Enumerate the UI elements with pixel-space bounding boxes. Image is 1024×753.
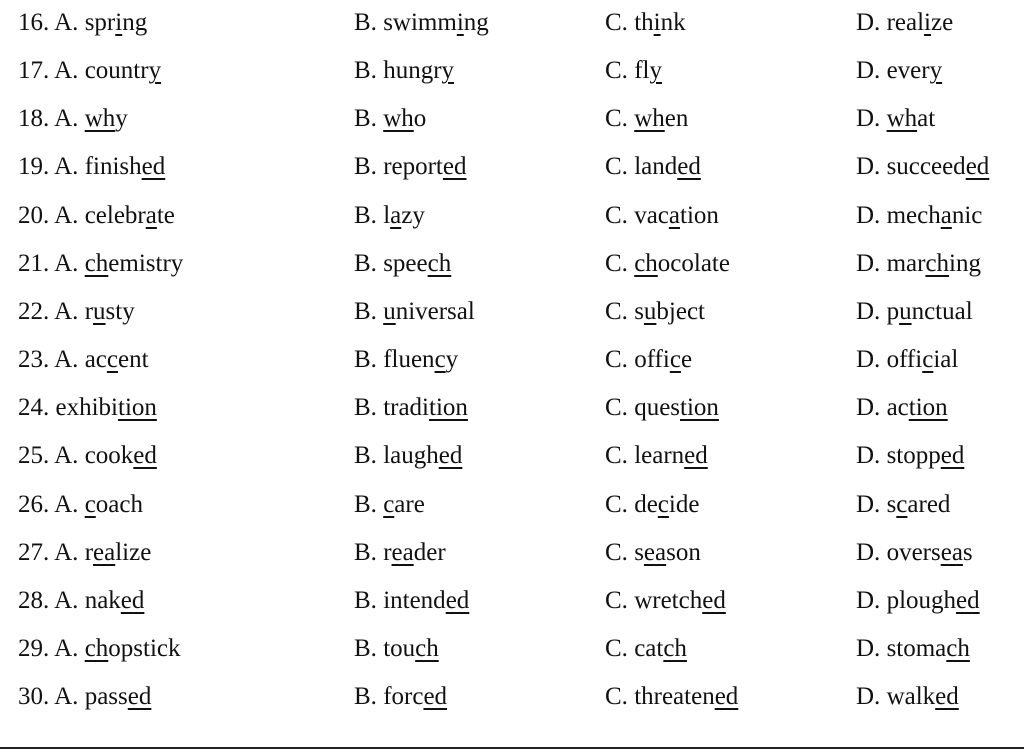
question-row [0,292,1024,332]
word-segment: sty [105,297,135,325]
word-segment: emistry [108,249,184,277]
underlined-segment: wh [886,105,918,133]
underlined-segment: y [929,57,943,85]
question-number-and-letter: 27. A. [18,538,85,566]
word-segment: ial [933,346,959,374]
answer-option [18,147,165,187]
word-segment: tou [383,634,416,662]
word-segment: stoma [886,634,947,662]
option-letter: C. [605,9,635,36]
question-number-and-letter: 26. A. [18,490,85,518]
underlined-segment: ch [427,249,452,277]
word-segment: pass [84,683,128,711]
option-letter: B. [354,105,384,133]
word-segment: laugh [383,442,439,470]
answer-option [605,99,688,139]
underlined-segment: wh [634,105,665,133]
word-segment: cat [634,634,664,662]
word-segment: s [634,538,644,566]
word-segment: niversal [395,297,475,325]
underlined-segment: ed [677,153,701,181]
underlined-segment: ch [415,634,439,662]
option-letter: B. [354,683,384,711]
question-row [0,147,1024,187]
answer-option [354,196,425,236]
answer-option [856,436,964,476]
underlined-segment: ed [935,683,959,711]
option-letter: B. [354,201,384,229]
option-letter: B. [354,153,384,181]
underlined-segment: i [924,9,931,36]
option-letter: C. [605,297,635,325]
word-segment: nic [951,201,983,229]
word-segment: at [917,105,936,133]
answer-option [605,196,719,236]
word-segment: ng [463,9,489,36]
answer-option [18,340,149,380]
answer-option [605,485,699,525]
word-segment: countr [84,57,149,85]
underlined-segment: i [456,9,464,36]
answer-option [856,485,950,525]
underlined-segment: c [669,346,681,374]
word-segment: cook [84,442,134,470]
word-segment: ent [118,346,149,374]
underlined-segment: ed [714,683,739,711]
answer-option [856,99,935,139]
word-segment: ac [84,346,107,374]
word-segment: ze [930,9,954,36]
underlined-segment: c [434,346,446,374]
underlined-segment: ea [391,538,414,566]
answer-option [856,196,982,236]
answer-option [354,147,467,187]
underlined-segment: u [643,297,657,325]
answer-option [354,3,489,43]
underlined-segment: y [441,57,455,85]
underlined-segment: ch [663,634,687,662]
word-segment: fl [634,57,650,85]
question-row [0,244,1024,284]
word-segment: r [383,538,392,566]
option-letter: B. [354,346,384,374]
option-letter: D. [856,394,887,422]
underlined-segment: c [657,490,669,518]
word-segment: intend [383,586,446,614]
option-letter: D. [856,297,887,325]
word-segment: are [394,490,425,518]
option-letter: B. [354,57,384,85]
answer-option [354,99,426,139]
underlined-segment: ed [127,683,152,711]
option-letter: B. [354,586,384,614]
option-letter: B. [354,442,384,470]
underlined-segment: i [115,9,123,36]
underlined-segment: c [896,490,908,518]
word-segment: fluen [383,346,435,374]
answer-option [354,533,446,573]
option-letter: C. [605,394,635,422]
answer-option [605,51,662,91]
question-number-and-letter: 22. A. [18,297,85,325]
answer-option [18,485,143,525]
answer-option [18,244,183,284]
word-segment: opstick [108,634,181,662]
answer-option [354,677,447,717]
question-row [0,581,1024,621]
word-segment: o [413,105,427,133]
word-segment: succeed [886,153,966,181]
answer-option [18,3,147,43]
option-letter: C. [605,538,635,566]
word-segment: s [634,297,644,325]
underlined-segment: ed [120,586,145,614]
answer-option [18,533,151,573]
underlined-segment: ed [702,586,726,614]
answer-option [18,388,157,428]
answer-option [18,196,175,236]
word-segment: lize [115,538,152,566]
option-letter: C. [605,586,635,614]
option-letter: C. [605,57,635,85]
word-segment: ques [634,394,681,422]
underlined-segment: c [84,490,96,518]
option-letter: D. [856,538,887,566]
word-segment: tion [680,201,719,229]
underlined-segment: ed [423,683,448,711]
underlined-segment: u [899,297,912,325]
word-segment: report [383,153,443,181]
underlined-segment: y [148,57,162,85]
word-segment: learn [634,442,685,470]
word-segment: swimm [383,9,457,36]
option-letter: D. [856,57,887,85]
answer-option [18,581,144,621]
word-segment: oach [95,490,143,518]
word-segment: ever [886,57,930,85]
underlined-segment: ed [141,153,166,181]
answer-option [605,340,692,380]
option-letter: C. [605,249,635,277]
question-number-and-letter: 17. A. [18,57,85,85]
word-segment: real [886,9,925,36]
option-letter: C. [605,442,635,470]
word-segment: offi [634,346,670,374]
word-segment: forc [383,683,424,711]
answer-option [605,629,687,669]
option-letter: B. [354,634,384,662]
option-letter: C. [605,201,635,229]
answer-option [354,485,425,525]
question-row [0,3,1024,43]
question-number-and-letter: 29. A. [18,634,85,662]
underlined-segment: ch [84,634,109,662]
question-number-and-letter: 23. A. [18,346,85,374]
option-letter: C. [605,683,635,711]
option-letter: C. [605,634,635,662]
underlined-segment: a [145,201,157,229]
underlined-segment: y [649,57,662,85]
word-segment: stopp [886,442,941,470]
answer-option [605,147,701,187]
word-segment: land [634,153,678,181]
word-segment: bject [656,297,706,325]
underlined-segment: u [93,297,106,325]
option-letter: C. [605,346,635,374]
answer-option [605,3,686,43]
question-number-and-letter: 19. A. [18,153,85,181]
question-row [0,677,1024,717]
word-segment: offi [886,346,923,374]
word-segment: y [445,346,459,374]
answer-option [354,629,439,669]
answer-option [354,340,458,380]
answer-option [605,533,701,573]
word-segment: vac [634,201,669,229]
question-row [0,629,1024,669]
bottom-divider [0,747,1024,749]
option-letter: B. [354,490,384,518]
answer-option [856,292,973,332]
option-letter: C. [605,153,635,181]
question-number-and-letter: 25. A. [18,442,85,470]
word-segment: nak [84,586,121,614]
option-letter: D. [856,153,887,181]
question-row [0,51,1024,91]
word-segment: son [666,538,701,566]
answer-option [354,244,451,284]
answer-option [354,388,468,428]
underlined-segment: ed [940,442,965,470]
underlined-segment: c [383,490,395,518]
option-letter: C. [605,490,635,518]
word-segment: ac [886,394,909,422]
word-segment: ared [907,490,951,518]
underlined-segment: a [390,201,402,229]
word-segment: nctual [911,297,973,325]
question-row [0,436,1024,476]
answer-option [605,244,730,284]
word-segment: celebr [84,201,146,229]
answer-option [18,292,135,332]
option-letter: B. [354,249,384,277]
answer-option [856,244,981,284]
answer-option [856,677,959,717]
underlined-segment: ed [684,442,708,470]
word-segment: exhibi [55,394,118,422]
answer-option [354,51,454,91]
answer-option [605,388,719,428]
word-segment: spee [383,249,428,277]
answer-option [856,51,942,91]
question-row [0,533,1024,573]
answer-option [354,292,475,332]
answer-option [18,99,128,139]
underlined-segment: ch [925,249,950,277]
word-segment: th [634,9,654,36]
underlined-segment: tion [908,394,948,422]
underlined-segment: tion [429,394,468,422]
word-segment: zy [401,201,425,229]
option-letter: B. [354,9,384,36]
option-letter: D. [856,586,887,614]
question-number-and-letter: 16. A. [18,9,85,36]
underlined-segment: ch [634,249,658,277]
word-segment: mar [886,249,926,277]
word-segment: finish [84,153,142,181]
word-segment: mech [886,201,941,229]
word-segment: en [664,105,689,133]
answer-option [856,147,989,187]
word-segment: walk [886,683,936,711]
underlined-segment: wh [84,105,116,133]
option-letter: C. [605,105,635,133]
option-letter: D. [856,442,887,470]
underlined-segment: ed [956,586,980,614]
underlined-segment: ea [940,538,963,566]
answer-option [856,533,973,573]
question-number-and-letter: 21. A. [18,249,85,277]
word-segment: s [962,538,973,566]
word-segment: s [886,490,897,518]
answer-option [354,581,469,621]
word-segment: y [115,105,128,133]
question-row [0,340,1024,380]
underlined-segment: ea [93,538,116,566]
question-number-and-letter: 18. A. [18,105,85,133]
word-segment: ng [122,9,148,36]
question-number-and-letter: 28. A. [18,586,85,614]
question-row [0,388,1024,428]
answer-option [18,629,181,669]
word-segment: e [680,346,693,374]
option-letter: D. [856,249,887,277]
question-row [0,99,1024,139]
option-letter: B. [354,538,384,566]
option-letter: D. [856,683,887,711]
question-number-and-letter: 24. [18,394,56,422]
word-segment: p [886,297,900,325]
underlined-segment: ch [84,249,109,277]
underlined-segment: wh [383,105,414,133]
word-segment: r [84,538,94,566]
underlined-segment: ed [965,153,990,181]
answer-option [856,3,953,43]
answer-option [856,581,980,621]
underlined-segment: ed [133,442,157,470]
answer-option [856,629,970,669]
underlined-segment: ea [643,538,667,566]
word-segment: te [156,201,175,229]
option-letter: D. [856,490,887,518]
answer-option [605,292,705,332]
word-segment: r [84,297,94,325]
word-segment: tradi [383,394,430,422]
word-segment: nk [660,9,686,36]
word-segment: overs [886,538,941,566]
option-letter: D. [856,346,887,374]
question-number-and-letter: 30. A. [18,683,85,711]
answer-option [605,677,738,717]
question-row [0,485,1024,525]
word-segment: spr [84,9,116,36]
word-segment: plough [886,586,957,614]
answer-option [605,436,708,476]
question-number-and-letter: 20. A. [18,201,85,229]
answer-option [18,436,157,476]
underlined-segment: c [922,346,934,374]
underlined-segment: ed [445,586,470,614]
question-row [0,196,1024,236]
option-letter: B. [354,394,384,422]
word-segment: threaten [634,683,715,711]
word-segment: der [413,538,446,566]
underlined-segment: ed [442,153,467,181]
answer-option [856,340,958,380]
option-letter: B. [354,297,384,325]
word-segment: hungr [383,57,442,85]
word-segment: ing [949,249,981,277]
option-letter: D. [856,9,887,36]
underlined-segment: ch [946,634,970,662]
answer-option [605,581,726,621]
underlined-segment: a [668,201,680,229]
word-segment: l [383,201,391,229]
underlined-segment: c [106,346,118,374]
answer-option [18,51,161,91]
word-segment: ocolate [657,249,730,277]
option-letter: D. [856,201,887,229]
option-letter: D. [856,105,887,133]
answer-option [856,388,948,428]
underlined-segment: tion [118,394,157,422]
answer-option [18,677,151,717]
word-segment: de [634,490,658,518]
underlined-segment: a [940,201,952,229]
word-segment: ide [668,490,700,518]
underlined-segment: i [653,9,661,36]
underlined-segment: u [383,297,396,325]
word-segment: wretch [634,586,703,614]
underlined-segment: tion [680,394,719,422]
option-letter: D. [856,634,887,662]
answer-option [354,436,462,476]
underlined-segment: ed [438,442,463,470]
